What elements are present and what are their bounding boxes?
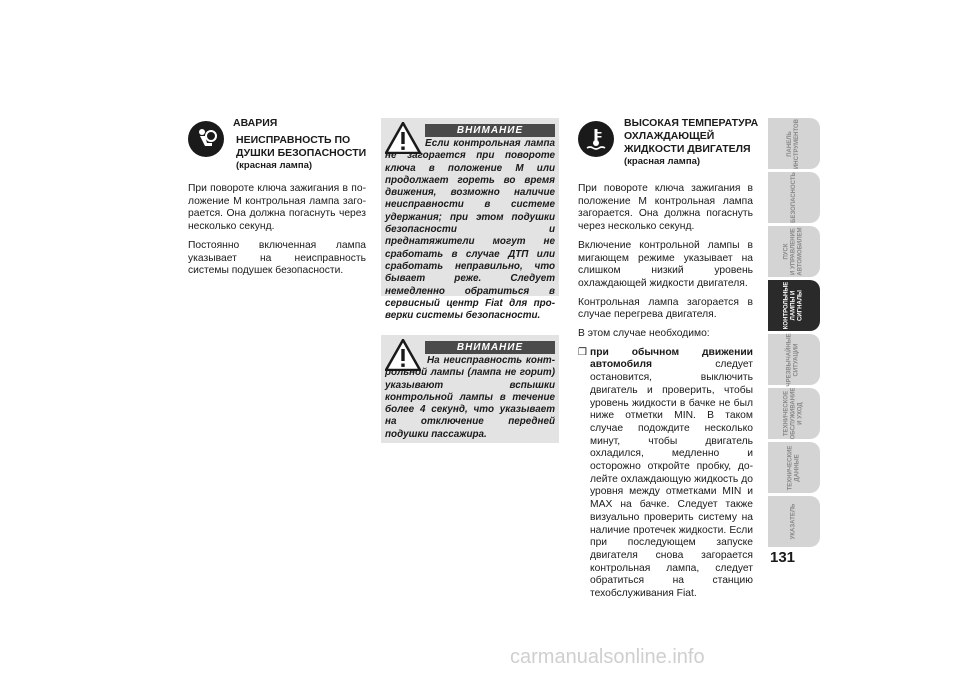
airbag-icon [188, 121, 224, 157]
tab-label: КОНТРОЛЬНЫЕ ЛАМПЫ И СИГНАЛЫ [783, 281, 804, 330]
tab-instrument-panel[interactable] [768, 118, 820, 169]
tab-safety[interactable] [768, 172, 820, 223]
tab-starting-driving[interactable] [768, 226, 820, 277]
coolant-paragraph-4: В этом случае необходимо: [578, 328, 710, 340]
warning-title-1: ВНИМАНИЕ [425, 124, 555, 137]
watermark: carmanualsonline.info [510, 646, 705, 668]
coolant-paragraph-1: При повороте ключа зажигания в положение M контрольная лампа загорается. Она должна погаснуть через несколько секунд. [578, 183, 753, 233]
coolant-body [578, 183, 753, 601]
coolant-temperature-icon [578, 121, 614, 157]
bullet-bold-text: при обычном движении автомобиля [590, 346, 753, 371]
coolant-heading-2: ОХЛАЖДАЮЩЕЙ [624, 130, 715, 142]
airbag-heading-3: ДУШКИ БЕЗОПАСНОСТИ [236, 147, 367, 159]
tab-label: УКАЗАТЕЛЬ [790, 503, 797, 540]
warning-box-2 [381, 335, 559, 443]
tab-index[interactable] [768, 496, 820, 547]
section-tabs [768, 118, 820, 550]
airbag-heading-2: НЕИСПРАВНОСТЬ ПО [236, 134, 351, 146]
coolant-subheading: (красная лампа) [624, 156, 701, 167]
tab-label: ПАНЕЛЬ ИНСТРУМЕНТОВ [787, 118, 800, 169]
coolant-paragraph-3: Контрольная лампа загорается в случае перегрева двигателя. [578, 296, 753, 321]
tab-warning-lights[interactable] [768, 280, 820, 331]
airbag-subheading: (красная лампа) [236, 160, 313, 171]
page-number: 131 [770, 549, 796, 566]
warning-box-1 [381, 118, 559, 322]
tab-label: ПУСК И УПРАВЛЕНИЕ АВТОМОБИЛЕМ [783, 227, 804, 276]
coolant-paragraph-2: Включение контрольной лампы в мигающем режиме указывает на слишком низкий уровень охлаждающей жидкости двигателя. [578, 239, 753, 289]
airbag-body [188, 183, 366, 284]
tab-emergency[interactable] [768, 334, 820, 385]
tab-label: ТЕХНИЧЕСКОЕ ОБСЛУЖИВАНИЕ И УХОД [783, 387, 804, 440]
airbag-paragraph-1: При повороте ключа зажигания в положение M контрольная лампа загорается. Она должна погаснуть через несколько секунд. [188, 183, 366, 233]
warning-title-2: ВНИМАНИЕ [425, 341, 555, 354]
tab-label: ТЕХНИЧЕСКИЕ ДАННЫЕ [787, 445, 800, 490]
bullet-content [590, 347, 753, 601]
coolant-heading-3: ЖИДКОСТИ ДВИГАТЕЛЯ [624, 143, 751, 155]
tab-technical-data[interactable] [768, 442, 820, 493]
warning-text-2: На неисправность контрольной лампы (лампа не горит) указывают вспышки контрольной лампы в течение более 4 секунд, что указывает на отключение передней подушки пассажира. [385, 355, 555, 440]
coolant-heading-1: ВЫСОКАЯ ТЕМПЕРАТУРА [624, 117, 759, 129]
tab-label: БЕЗОПАСНОСТЬ [790, 172, 797, 223]
tab-label: ЧРЕЗВЫЧАЙНЫЕ СИТУАЦИИ [787, 332, 801, 387]
bullet-text: следует остановится, выключить двигатель и проверить, чтобы уровень жидкости в бачке не был ниже отметки MIN. В таком случае подождите несколько минут, чтобы двигатель охладился, медленно и осторожно откройте пробку, долейте охлаждающую жидкость до уровня между отметками MIN и MAX на бачке. Следует также визуально проверить систему на наличие протечек жидкости. Если при последующем запуске двигателя снова загорается контрольная лампа, следует обратиться на станцию техобслуживания Fiat. [590, 359, 753, 600]
tab-maintenance[interactable] [768, 388, 820, 439]
bullet-marker: ❒ [578, 346, 587, 358]
airbag-paragraph-2: Постоянно включенная лампа указывает на неисправность системы подушек безопасности. [188, 239, 366, 277]
list-item [578, 347, 753, 601]
airbag-heading-1: АВАРИЯ [233, 117, 278, 129]
warning-text-1: Если контрольная лампа не загорается при повороте ключа в положение M или продолжает гореть во время движения, возможно наличие неисправности в системе удержания; при этом подушки безопасности и преднатяжители могут не сработать в случае ДТП или сработать неправильно, что бывает реже. Следует немедленно обратиться в сервисный центр Fiat для проверки системы безопасности. [385, 138, 555, 322]
